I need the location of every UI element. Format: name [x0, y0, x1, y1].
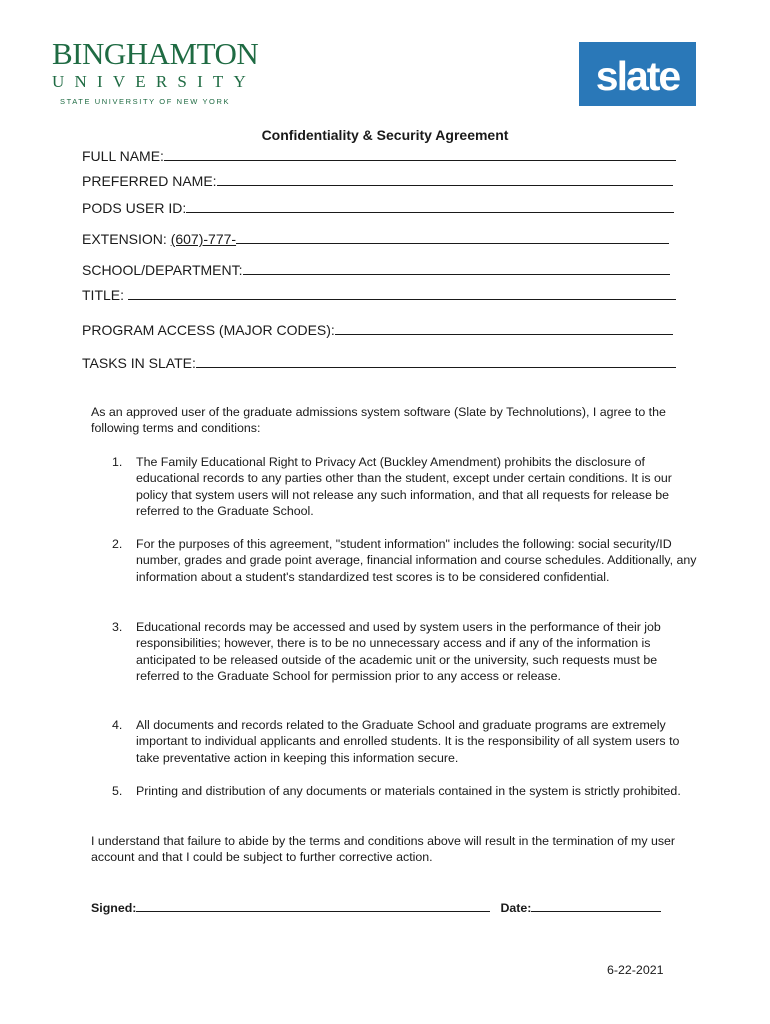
page-title: Confidentiality & Security Agreement: [261, 127, 509, 143]
intro-paragraph: As an approved user of the graduate admissions system software (Slate by Technolutions), I agree to the following terms and conditions:: [91, 405, 666, 436]
pods-user-id-line[interactable]: [186, 200, 674, 213]
term-text: For the purposes of this agreement, "student information" includes the following: social security/ID number, grades and grade point average, financial information and course schedules. Additionally, any information about a student's standardized test scores is to be considered confidential.: [136, 537, 697, 584]
logo-suny: STATE UNIVERSITY OF NEW YORK: [60, 97, 231, 106]
term-number: 4.: [112, 718, 123, 732]
preferred-name-line[interactable]: [217, 173, 673, 186]
closing-paragraph: I understand that failure to abide by the terms and conditions above will result in the termination of my user account and that I could be subject to further corrective action.: [91, 834, 676, 865]
preferred-name-label: PREFERRED NAME:: [82, 173, 217, 189]
revision-date: 6-22-2021: [607, 963, 664, 977]
term-item: [112, 536, 702, 585]
full-name-label: FULL NAME:: [82, 148, 164, 164]
logo-university-word: UNIVERSITY: [52, 72, 256, 91]
preferred-name-field[interactable]: [82, 173, 673, 189]
tasks-in-slate-label: TASKS IN SLATE:: [82, 355, 196, 371]
extension-label: EXTENSION:: [82, 231, 171, 247]
term-text: Educational records may be accessed and used by system users in the performance of their job responsibilities; however, there is to be no unnecessary access and if any of the information is anticipated to be released outside of the academic unit or the university, such requests must be referred to the Graduate School for permission prior to any access or release.: [136, 620, 661, 684]
full-name-line[interactable]: [164, 148, 676, 161]
tasks-in-slate-field[interactable]: [82, 355, 676, 371]
pods-user-id-field[interactable]: [82, 200, 674, 216]
term-number: 1.: [112, 455, 123, 469]
program-access-line[interactable]: [335, 322, 673, 335]
title-line[interactable]: [128, 287, 676, 300]
program-access-label: PROGRAM ACCESS (MAJOR CODES):: [82, 322, 335, 338]
title-label: TITLE:: [82, 287, 128, 303]
slate-logo: [579, 42, 696, 106]
binghamton-logo: [52, 36, 259, 106]
term-item: [112, 619, 702, 685]
date-label: Date:: [500, 901, 532, 915]
extension-line[interactable]: [236, 231, 669, 244]
pods-user-id-label: PODS USER ID:: [82, 200, 187, 216]
term-number: 2.: [112, 537, 123, 551]
school-department-field[interactable]: [82, 262, 670, 278]
school-department-line[interactable]: [243, 262, 670, 275]
full-name-field[interactable]: [82, 148, 676, 164]
title-field[interactable]: [82, 287, 676, 303]
term-text: Printing and distribution of any documents or materials contained in the system is strictly prohibited.: [136, 784, 681, 798]
program-access-field[interactable]: [82, 322, 673, 338]
term-item: [112, 717, 702, 766]
date-line[interactable]: [531, 900, 661, 912]
slate-logo-text: slate: [595, 53, 680, 99]
signed-label: Signed:: [91, 901, 137, 915]
extension-field[interactable]: [82, 231, 669, 247]
term-number: 3.: [112, 620, 123, 634]
term-number: 5.: [112, 784, 123, 798]
signature-row: [91, 900, 661, 915]
logo-university-name: BINGHAMTON: [52, 36, 259, 71]
term-item: [112, 783, 702, 799]
term-text: All documents and records related to the Graduate School and graduate programs are extremely important to individual applicants and enrolled students. It is the responsibility of all system users to take preventative action in keeping this information secure.: [136, 718, 680, 765]
extension-prefix: (607)-777-: [170, 231, 237, 247]
signature-line[interactable]: [136, 900, 490, 912]
tasks-in-slate-line[interactable]: [196, 355, 676, 368]
term-item: [112, 454, 702, 520]
term-text: The Family Educational Right to Privacy Act (Buckley Amendment) prohibits the disclosure of educational records to any parties other than the student, except under certain conditions. It is our policy that system users will not release any such information, and that all requests for release be referred to the Graduate School.: [136, 455, 672, 519]
school-department-label: SCHOOL/DEPARTMENT:: [82, 262, 243, 278]
